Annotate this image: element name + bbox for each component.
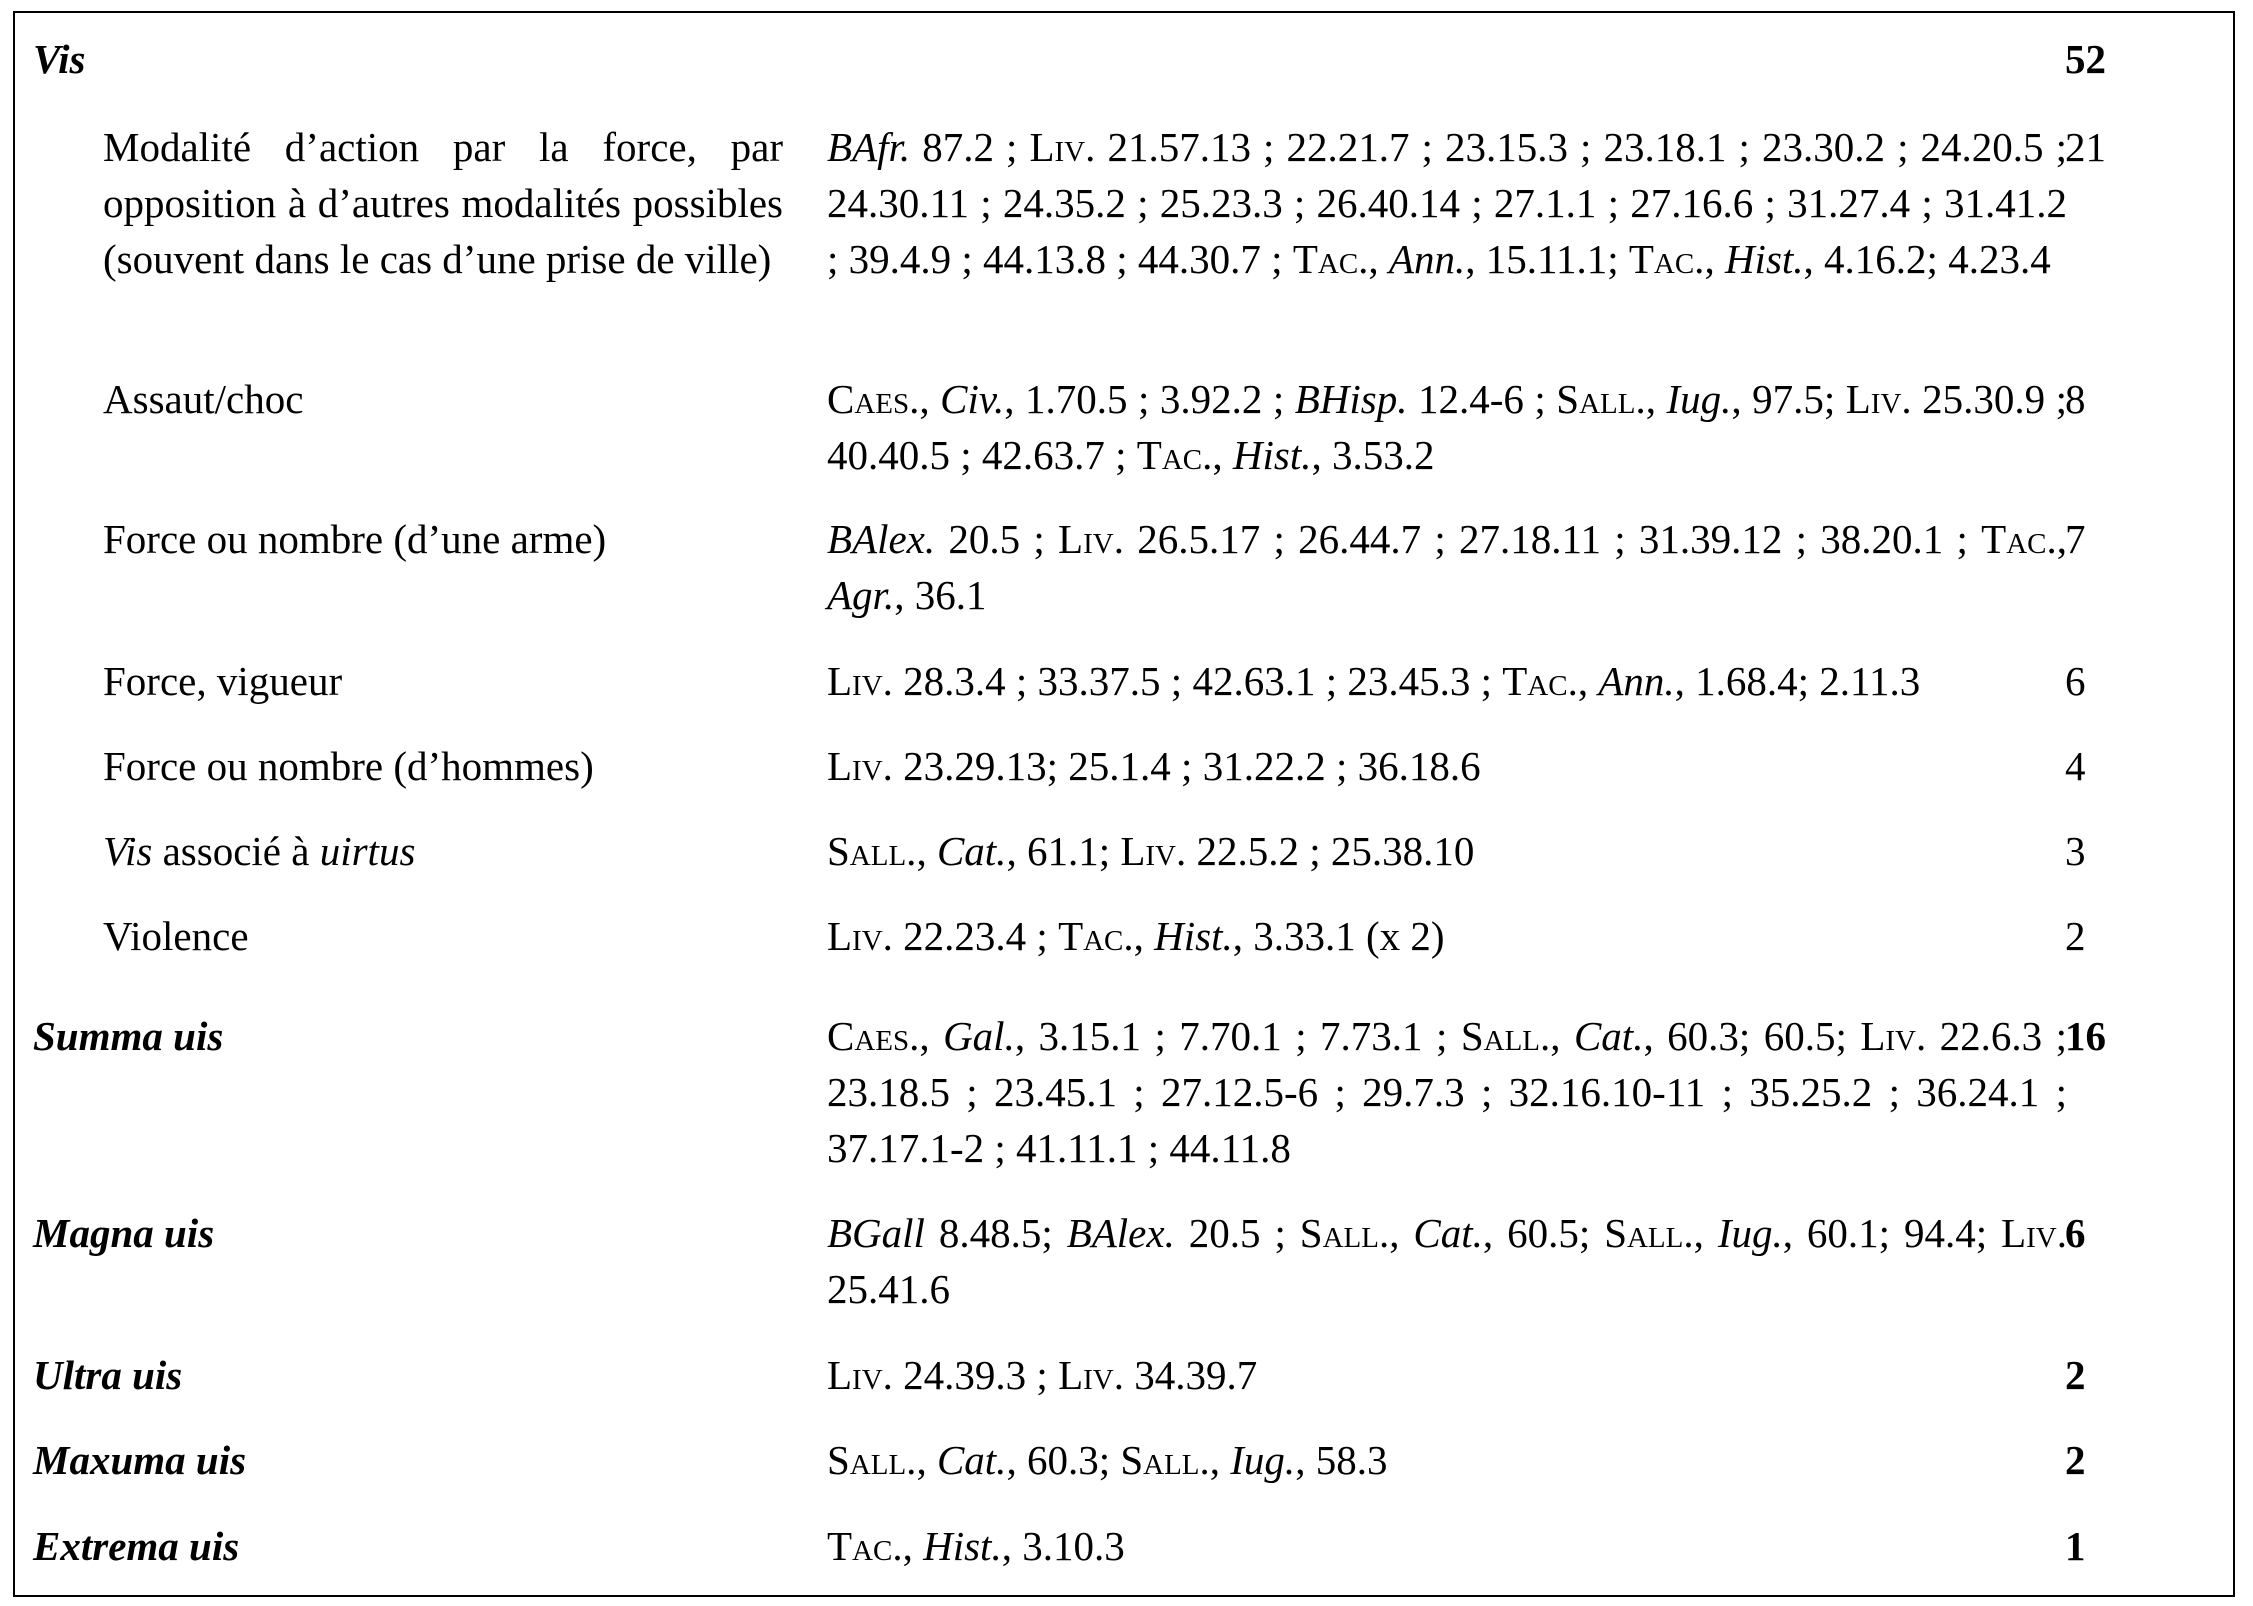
row-count: 3 — [2065, 828, 2086, 874]
row-label: Force ou nombre (d’hommes) — [103, 743, 594, 789]
row-references-text: Liv. 22.23.4 ; Tac., Hist., 3.33.1 (x 2) — [827, 913, 1445, 959]
row-references — [827, 823, 2067, 879]
row-label: Maxuma uis — [33, 1437, 247, 1483]
row-label: Extrema uis — [33, 1523, 240, 1569]
row-count: 52 — [2065, 36, 2106, 82]
row-label: Force ou nombre (d’une arme) — [103, 516, 607, 562]
row-references — [827, 511, 2067, 623]
row-count: 4 — [2065, 743, 2086, 789]
row-count: 2 — [2065, 1352, 2086, 1398]
row-label: Assaut/choc — [103, 376, 304, 422]
row-label: Modalité d’action par la force, par opposition à d’autres modalités possibles (souvent dans le cas d’une prise de ville) — [103, 124, 783, 282]
row-references — [827, 1432, 2067, 1488]
row-references-text: BAlex. 20.5 ; Liv. 26.5.17 ; 26.44.7 ; 27.18.11 ; 31.39.12 ; 38.20.1 ; Tac., Agr., 36.1 — [827, 516, 2067, 618]
row-count: 1 — [2065, 1523, 2086, 1569]
row-count: 2 — [2065, 913, 2086, 959]
row-references — [827, 1205, 2067, 1317]
row-references — [827, 653, 2067, 709]
row-label: Vis associé à uirtus — [103, 828, 416, 874]
row-label: Summa uis — [33, 1013, 224, 1059]
row-references — [827, 908, 2067, 964]
row-count: 2 — [2065, 1437, 2086, 1483]
row-label: Vis — [33, 36, 86, 82]
row-label: Violence — [103, 913, 249, 959]
row-references-text: Tac., Hist., 3.10.3 — [827, 1523, 1125, 1569]
row-label: Magna uis — [33, 1210, 215, 1256]
row-references-text: Caes., Gal., 3.15.1 ; 7.70.1 ; 7.73.1 ; Sall., Cat., 60.3; 60.5; Liv. 22.6.3 ; 23.18.5 ; 23.45.1 ; 27.12.5-6 ; 29.7.3 ; 32.16.10-11 ; 35.25.2 ; 36.24.1 ; 37.17.1-2 ; 41.11.1 ; 44.11.8 — [827, 1013, 2067, 1171]
row-label: Force, vigueur — [103, 658, 343, 704]
row-references — [827, 1008, 2067, 1176]
row-count: 7 — [2065, 516, 2086, 562]
row-count: 6 — [2065, 658, 2086, 704]
row-label: Ultra uis — [33, 1352, 183, 1398]
row-references — [827, 1347, 2067, 1403]
table-frame — [13, 11, 2235, 1597]
row-references-text: Sall., Cat., 60.3; Sall., Iug., 58.3 — [827, 1437, 1388, 1483]
row-references — [827, 738, 2067, 794]
row-references — [827, 371, 2067, 483]
row-references-text: BGall 8.48.5; BAlex. 20.5 ; Sall., Cat., 60.5; Sall., Iug., 60.1; 94.4; Liv. 25.41.6 — [827, 1210, 2067, 1312]
row-references-text: Liv. 23.29.13; 25.1.4 ; 31.22.2 ; 36.18.6 — [827, 743, 1481, 789]
row-count: 21 — [2065, 124, 2106, 170]
row-references-text: Liv. 28.3.4 ; 33.37.5 ; 42.63.1 ; 23.45.3 ; Tac., Ann., 1.68.4; 2.11.3 — [827, 658, 1921, 704]
row-count: 8 — [2065, 376, 2086, 422]
row-count: 16 — [2065, 1013, 2106, 1059]
row-references-text: Sall., Cat., 61.1; Liv. 22.5.2 ; 25.38.10 — [827, 828, 1475, 874]
row-references — [827, 119, 2067, 287]
row-references-text: Liv. 24.39.3 ; Liv. 34.39.7 — [827, 1352, 1258, 1398]
row-references-text: BAfr. 87.2 ; Liv. 21.57.13 ; 22.21.7 ; 23.15.3 ; 23.18.1 ; 23.30.2 ; 24.20.5 ; 24.30.11 ; 24.35.2 ; 25.23.3 ; 26.40.14 ; 27.1.1 ; 27.16.6 ; 31.27.4 ; 31.41.2 ; 39.4.9 ; 44.13.8 ; 44.30.7 ; Tac., Ann., 15.11.1; Tac., Hist., 4.16.2; 4.23.4 — [827, 124, 2067, 282]
row-count: 6 — [2065, 1210, 2086, 1256]
row-references-text: Caes., Civ., 1.70.5 ; 3.92.2 ; BHisp. 12.4-6 ; Sall., Iug., 97.5; Liv. 25.30.9 ; 40.40.5 ; 42.63.7 ; Tac., Hist., 3.53.2 — [827, 376, 2068, 478]
row-references — [827, 1518, 2067, 1574]
